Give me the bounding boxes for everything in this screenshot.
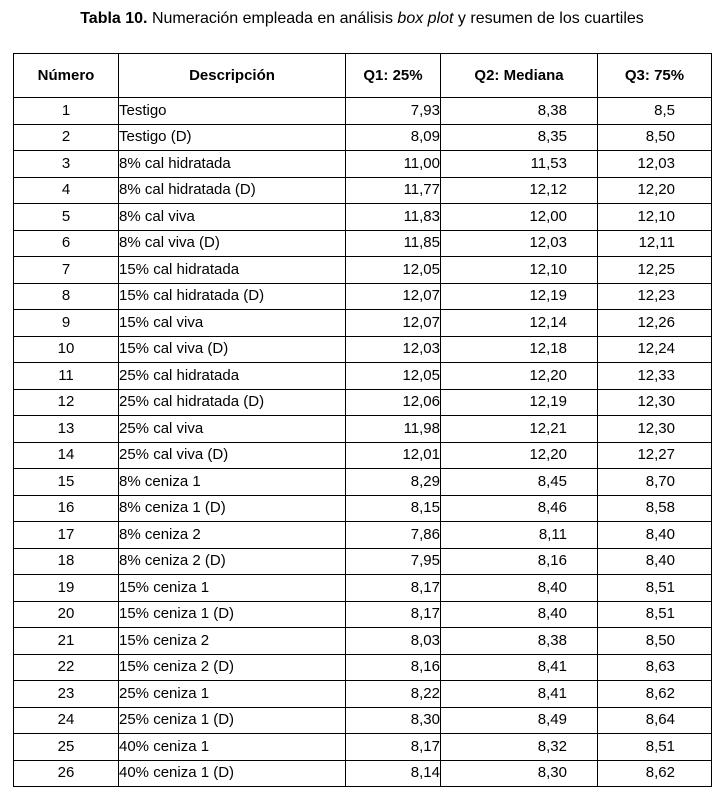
cell-q3: 8,50 [598,628,712,655]
cell-q1: 8,22 [346,681,441,708]
cell-descripcion: 25% cal viva [119,416,346,443]
table-row [14,575,712,602]
cell-q1: 11,00 [346,151,441,178]
cell-numero: 10 [14,336,119,363]
cell-descripcion: 8% ceniza 2 (D) [119,548,346,575]
header-q3: Q3: 75% [598,54,712,98]
cell-q3: 12,26 [598,310,712,337]
table-row [14,707,712,734]
cell-q2: 8,46 [441,495,598,522]
cell-q1: 7,86 [346,522,441,549]
table-row [14,98,712,125]
quartiles-table [13,53,712,787]
cell-descripcion: 15% cal hidratada (D) [119,283,346,310]
cell-q2: 11,53 [441,151,598,178]
cell-descripcion: 40% ceniza 1 [119,734,346,761]
cell-q2: 8,40 [441,601,598,628]
cell-q1: 8,14 [346,760,441,787]
cell-descripcion: 15% ceniza 2 (D) [119,654,346,681]
cell-q3: 12,25 [598,257,712,284]
table-row [14,283,712,310]
cell-descripcion: 25% cal hidratada [119,363,346,390]
table-row [14,389,712,416]
cell-numero: 15 [14,469,119,496]
table-header [14,54,712,98]
cell-q1: 11,77 [346,177,441,204]
cell-descripcion: 8% cal viva [119,204,346,231]
cell-q3: 8,58 [598,495,712,522]
cell-numero: 5 [14,204,119,231]
caption-label: Tabla 10. [80,10,148,27]
table-row [14,601,712,628]
table-row [14,495,712,522]
cell-q3: 8,51 [598,734,712,761]
cell-numero: 18 [14,548,119,575]
cell-q3: 8,5 [598,98,712,125]
cell-q2: 8,11 [441,522,598,549]
cell-q1: 11,85 [346,230,441,257]
cell-q3: 12,20 [598,177,712,204]
table-row [14,442,712,469]
cell-descripcion: 25% cal hidratada (D) [119,389,346,416]
cell-q2: 8,38 [441,98,598,125]
cell-q3: 8,63 [598,654,712,681]
cell-q2: 8,49 [441,707,598,734]
header-q1: Q1: 25% [346,54,441,98]
table-row [14,628,712,655]
cell-descripcion: Testigo [119,98,346,125]
cell-numero: 12 [14,389,119,416]
cell-q2: 8,30 [441,760,598,787]
cell-descripcion: 25% cal viva (D) [119,442,346,469]
cell-q2: 12,21 [441,416,598,443]
table-row [14,177,712,204]
cell-q1: 8,17 [346,601,441,628]
cell-q1: 8,30 [346,707,441,734]
cell-q3: 12,11 [598,230,712,257]
cell-q3: 12,03 [598,151,712,178]
cell-descripcion: 15% ceniza 1 [119,575,346,602]
cell-numero: 19 [14,575,119,602]
cell-q2: 12,18 [441,336,598,363]
cell-q1: 12,07 [346,283,441,310]
table-row [14,416,712,443]
cell-q1: 12,05 [346,363,441,390]
cell-q1: 12,07 [346,310,441,337]
cell-descripcion: 15% cal viva (D) [119,336,346,363]
cell-numero: 7 [14,257,119,284]
cell-q1: 8,15 [346,495,441,522]
cell-numero: 21 [14,628,119,655]
cell-q3: 8,51 [598,575,712,602]
cell-q3: 8,64 [598,707,712,734]
cell-q3: 12,33 [598,363,712,390]
cell-q2: 8,45 [441,469,598,496]
cell-numero: 9 [14,310,119,337]
cell-q2: 8,32 [441,734,598,761]
cell-q3: 12,24 [598,336,712,363]
cell-q3: 8,70 [598,469,712,496]
table-row [14,760,712,787]
cell-numero: 11 [14,363,119,390]
cell-q3: 8,62 [598,760,712,787]
cell-q1: 8,17 [346,575,441,602]
header-descripcion: Descripción [119,54,346,98]
table-row [14,363,712,390]
table-row [14,548,712,575]
cell-numero: 14 [14,442,119,469]
cell-q2: 12,20 [441,442,598,469]
cell-numero: 16 [14,495,119,522]
cell-descripcion: 8% ceniza 1 (D) [119,495,346,522]
cell-numero: 20 [14,601,119,628]
cell-q2: 8,35 [441,124,598,151]
cell-descripcion: 8% ceniza 1 [119,469,346,496]
cell-q2: 12,14 [441,310,598,337]
cell-q1: 8,29 [346,469,441,496]
cell-q3: 12,30 [598,389,712,416]
table-row [14,124,712,151]
cell-descripcion: 8% ceniza 2 [119,522,346,549]
caption-text-before: Numeración empleada en análisis [147,10,398,27]
cell-descripcion: 8% cal hidratada (D) [119,177,346,204]
table-row [14,681,712,708]
cell-numero: 26 [14,760,119,787]
cell-numero: 22 [14,654,119,681]
header-row [14,54,712,98]
cell-numero: 23 [14,681,119,708]
cell-numero: 25 [14,734,119,761]
cell-descripcion: 8% cal viva (D) [119,230,346,257]
cell-q2: 12,20 [441,363,598,390]
table-row [14,204,712,231]
cell-q1: 7,95 [346,548,441,575]
table-row [14,336,712,363]
table-row [14,257,712,284]
cell-q1: 11,98 [346,416,441,443]
cell-q1: 11,83 [346,204,441,231]
cell-q3: 12,10 [598,204,712,231]
caption-text-after: y resumen de los cuartiles [453,10,644,27]
cell-q1: 8,17 [346,734,441,761]
cell-numero: 6 [14,230,119,257]
cell-q1: 12,06 [346,389,441,416]
cell-descripcion: 8% cal hidratada [119,151,346,178]
cell-q1: 7,93 [346,98,441,125]
cell-q1: 8,09 [346,124,441,151]
cell-q2: 8,38 [441,628,598,655]
cell-q3: 12,30 [598,416,712,443]
cell-descripcion: 15% cal viva [119,310,346,337]
cell-q1: 12,03 [346,336,441,363]
cell-descripcion: 15% ceniza 2 [119,628,346,655]
table-body [14,98,712,787]
cell-q1: 8,03 [346,628,441,655]
cell-q3: 8,50 [598,124,712,151]
table-row [14,151,712,178]
cell-q2: 12,00 [441,204,598,231]
cell-q2: 12,12 [441,177,598,204]
cell-numero: 2 [14,124,119,151]
cell-q1: 12,01 [346,442,441,469]
table-row [14,734,712,761]
cell-numero: 3 [14,151,119,178]
cell-q3: 8,62 [598,681,712,708]
cell-q3: 8,40 [598,522,712,549]
cell-q3: 8,40 [598,548,712,575]
cell-descripcion: Testigo (D) [119,124,346,151]
header-q2: Q2: Mediana [441,54,598,98]
cell-q2: 12,03 [441,230,598,257]
cell-numero: 4 [14,177,119,204]
cell-q2: 8,41 [441,681,598,708]
cell-descripcion: 15% ceniza 1 (D) [119,601,346,628]
cell-q3: 8,51 [598,601,712,628]
cell-descripcion: 25% ceniza 1 [119,681,346,708]
caption-text-italic: box plot [397,10,454,27]
cell-q1: 12,05 [346,257,441,284]
cell-q3: 12,23 [598,283,712,310]
table-row [14,654,712,681]
cell-q2: 8,40 [441,575,598,602]
cell-q2: 8,16 [441,548,598,575]
cell-q2: 8,41 [441,654,598,681]
cell-numero: 13 [14,416,119,443]
cell-numero: 8 [14,283,119,310]
cell-descripcion: 15% cal hidratada [119,257,346,284]
cell-numero: 17 [14,522,119,549]
table-caption [0,10,724,28]
cell-descripcion: 25% ceniza 1 (D) [119,707,346,734]
header-numero: Número [14,54,119,98]
table-row [14,230,712,257]
cell-q2: 12,19 [441,283,598,310]
cell-numero: 1 [14,98,119,125]
table-row [14,522,712,549]
table-row [14,469,712,496]
cell-q3: 12,27 [598,442,712,469]
cell-q1: 8,16 [346,654,441,681]
cell-numero: 24 [14,707,119,734]
table-row [14,310,712,337]
cell-q2: 12,10 [441,257,598,284]
cell-descripcion: 40% ceniza 1 (D) [119,760,346,787]
cell-q2: 12,19 [441,389,598,416]
